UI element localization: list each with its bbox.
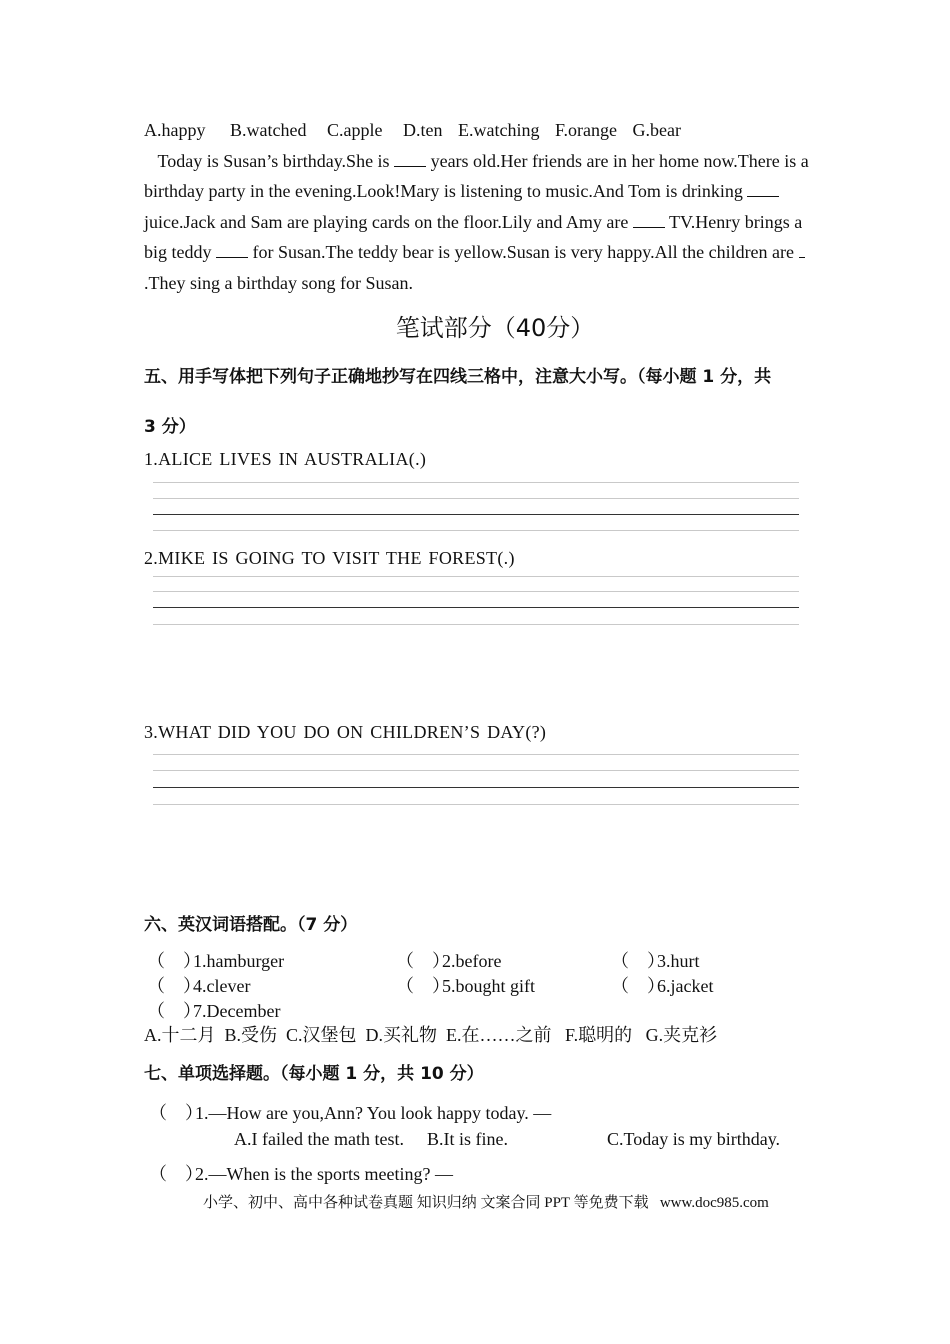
- four-line-grid-2[interactable]: [153, 576, 799, 626]
- cloze-passage: Today is Susan’s birthday.She is years old.Her friends are in her home now.There is a birthday party in the evening.Look!Mary is listening to music.And Tom is drinking juice.Jack and Sam are playing cards on the floor.Lily and Amy are TV.Henry brings a big teddy for Susan.The teddy bear is yellow.Susan is very happy.All the children are .They sing a birthday song for Susan.: [144, 151, 809, 293]
- page-footer: 小学、初中、高中各种试卷真题 知识归纳 文案合同 PPT 等免费下载 www.doc985.com: [203, 1195, 769, 1211]
- match-item-7: （ ）7.December: [147, 997, 280, 1023]
- answer-paren[interactable]: （ ）: [147, 951, 201, 971]
- option-b: B.watched: [230, 120, 307, 140]
- option-a: A.happy: [144, 120, 206, 140]
- copy-sentence-2: 2.MIKE IS GOING TO VISIT THE FOREST(.): [144, 548, 515, 568]
- four-line-grid-3[interactable]: [153, 754, 799, 806]
- mc-question-1: （ ）1.—How are you,Ann? You look happy today. —: [149, 1099, 551, 1125]
- option-g: G.bear: [632, 120, 681, 140]
- match-item-5: （ ）5.bought gift: [396, 972, 535, 998]
- section6-heading: 六、英汉词语搭配。（7 分）: [144, 915, 358, 935]
- blank-2[interactable]: [747, 180, 779, 197]
- match-item-2: （ ）2.before: [396, 947, 501, 973]
- mc-q1-option-c: C.Today is my birthday.: [607, 1129, 781, 1149]
- match-item-1: （ ）1.hamburger: [147, 947, 284, 973]
- match-item-3: （ ）3.hurt: [611, 947, 700, 973]
- option-d: D.ten: [402, 120, 443, 140]
- copy-sentence-3: 3.WHAT DID YOU DO ON CHILDREN’S DAY(?): [144, 722, 547, 742]
- mc-q1-option-b: B.It is fine.: [427, 1129, 508, 1149]
- answer-paren[interactable]: （ ）: [396, 976, 450, 996]
- match-item-4: （ ）4.clever: [147, 972, 250, 998]
- section5-heading-cont: 3 分）: [144, 417, 196, 437]
- match-answers: A.十二月 B.受伤 C.汉堡包 D.买礼物 E.在……之前 F.聪明的 G.夹克衫: [144, 1025, 718, 1045]
- section5-heading: 五、用手写体把下列句子正确地抄写在四线三格中，注意大小写。（每小题 1 分，共: [144, 367, 772, 387]
- options-line: [144, 120, 681, 141]
- option-e: E.watching: [457, 120, 540, 140]
- answer-paren[interactable]: （ ）: [396, 951, 450, 971]
- blank-4[interactable]: [216, 241, 248, 258]
- option-f: F.orange: [554, 120, 618, 140]
- mc-q1-option-a: A.I failed the math test.: [234, 1129, 404, 1149]
- match-item-6: （ ）6.jacket: [611, 972, 713, 998]
- blank-3[interactable]: [633, 211, 665, 228]
- answer-paren[interactable]: （ ）: [611, 951, 665, 971]
- answer-paren[interactable]: （ ）: [147, 976, 201, 996]
- section-title-written: 笔试部分（40分）: [395, 314, 595, 342]
- section7-heading: 七、单项选择题。（每小题 1 分，共 10 分）: [144, 1064, 484, 1084]
- copy-sentence-1: 1.ALICE LIVES IN AUSTRALIA(.): [144, 449, 427, 469]
- answer-paren[interactable]: （ ）: [149, 1164, 203, 1184]
- blank-5[interactable]: [799, 241, 805, 258]
- option-c: C.apple: [326, 120, 383, 140]
- mc-question-2: （ ）2.—When is the sports meeting? —: [149, 1160, 453, 1186]
- blank-1[interactable]: [394, 150, 426, 167]
- answer-paren[interactable]: （ ）: [149, 1103, 203, 1123]
- four-line-grid-1[interactable]: [153, 482, 799, 532]
- answer-paren[interactable]: （ ）: [611, 976, 665, 996]
- answer-paren[interactable]: （ ）: [147, 1001, 201, 1021]
